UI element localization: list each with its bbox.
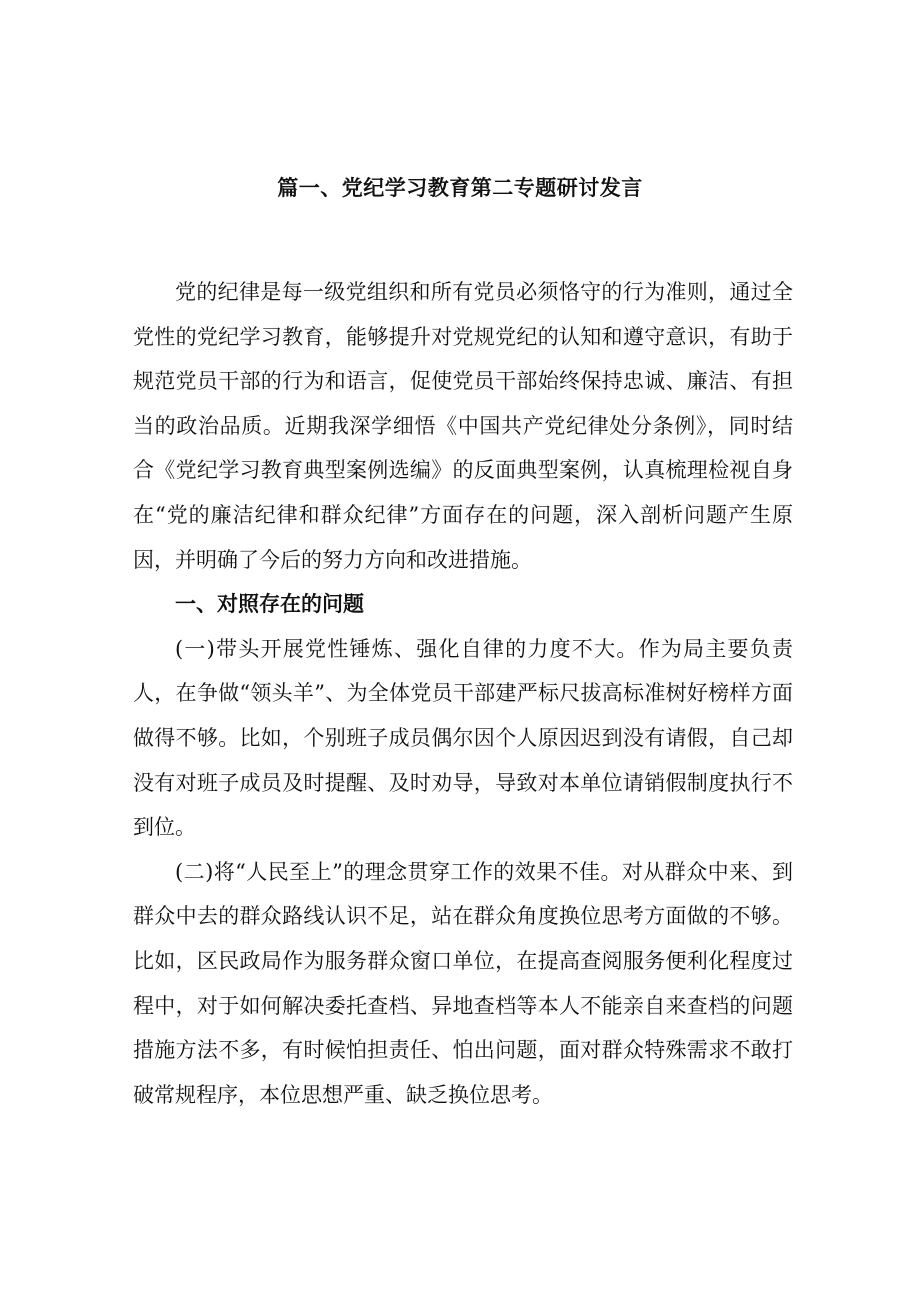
document-body — [133, 270, 793, 1117]
document-title: 篇一、党纪学习教育第二专题研讨发言 — [277, 175, 643, 200]
point-two-paragraph: (二)将“人民至上”的理念贯穿工作的效果不佳。对从群众中来、到群众中去的群众路线认识不足，站在群众角度换位思考方面做的不够。比如，区民政局作为服务群众窗口单位，在提高查阅服务便利化程度过程中，对于如何解决委托查档、异地查档等本人不能亲自来查档的问题措施方法不多，有时候怕担责任、怕出问题，面对群众特殊需求不敢打破常规程序，本位思想严重、缺乏换位思考。 — [133, 859, 793, 1107]
intro-paragraph: 党的纪律是每一级党组织和所有党员必须恪守的行为准则，通过全党性的党纪学习教育，能够提升对党规党纪的认知和遵守意识，有助于规范党员干部的行为和语言，促使党员干部始终保持忠诚、廉洁、有担当的政治品质。近期我深学细悟《中国共产党纪律处分条例》，同时结合《党纪学习教育典型案例选编》的反面典型案例，认真梳理检视自身在“党的廉洁纪律和群众纪律”方面存在的问题，深入剖析问题产生原因，并明确了今后的努力方向和改进措施。 — [133, 280, 793, 572]
section-heading: 一、对照存在的问题 — [175, 591, 364, 617]
point-one-paragraph: (一)带头开展党性锤炼、强化自律的力度不大。作为局主要负责人，在争做“领头羊”、为全体党员干部建严标尺拔高标准树好榜样方面做得不够。比如，个别班子成员偶尔因个人原因迟到没有请假，自己却没有对班子成员及时提醒、及时劝导，导致对本单位请销假制度执行不到位。 — [133, 636, 793, 840]
